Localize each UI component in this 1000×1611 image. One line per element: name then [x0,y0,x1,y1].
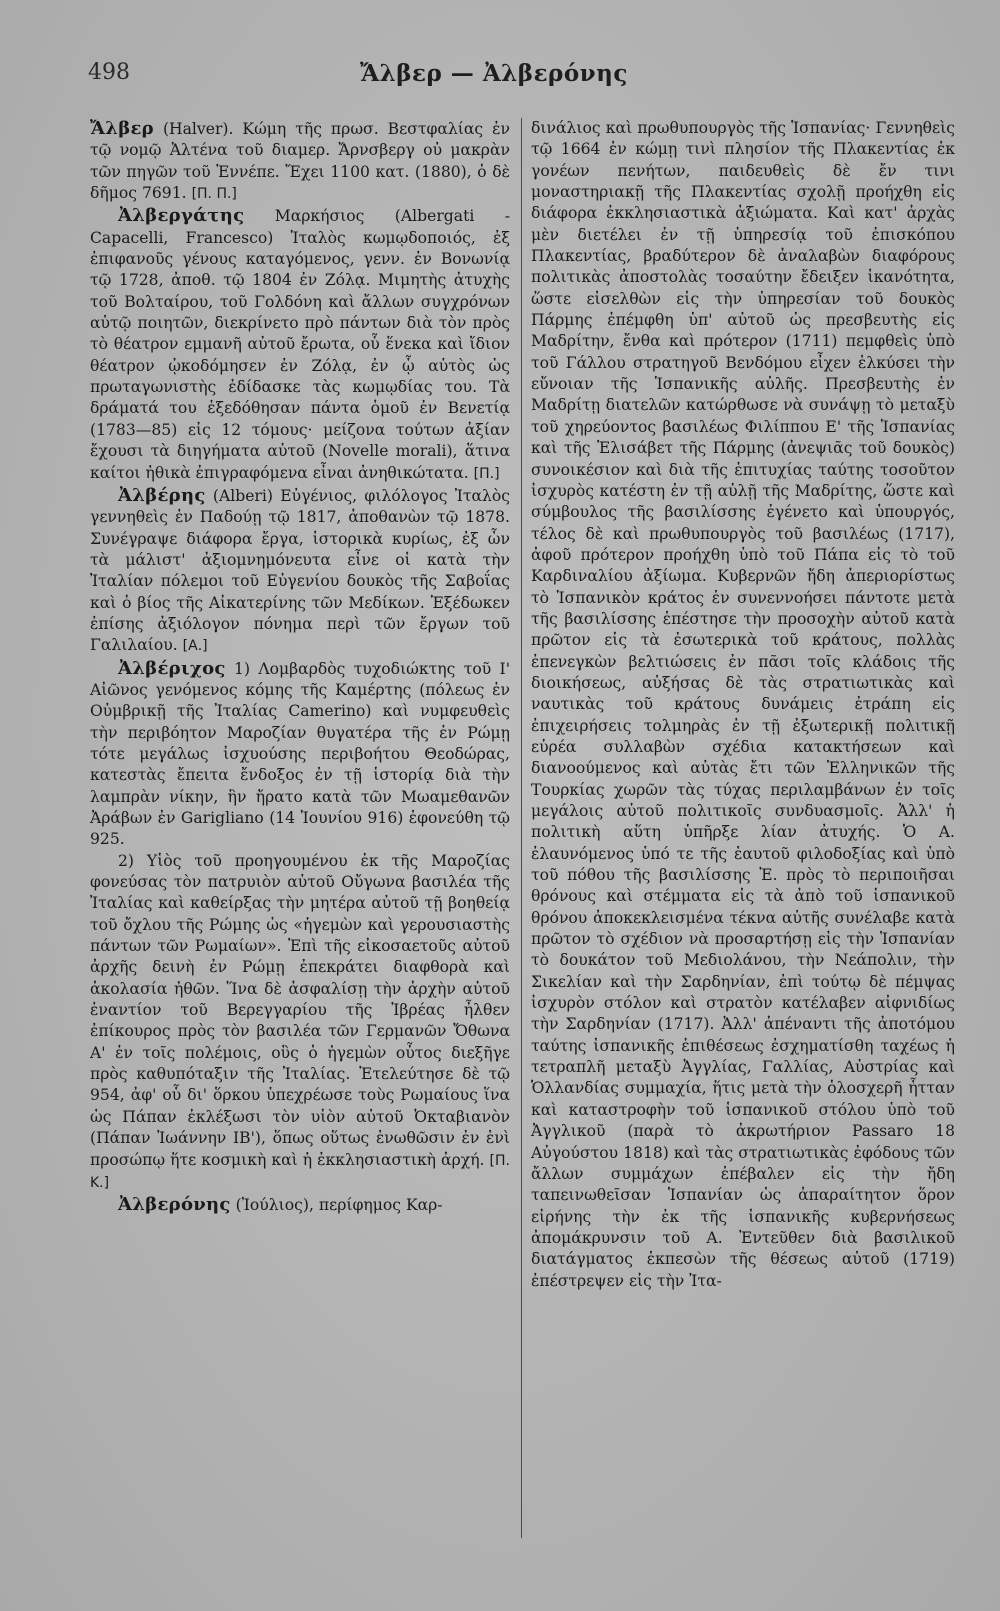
column-divider [521,118,522,1538]
entry-author: [Π. Κ.] [90,1152,510,1191]
entry-alberich-2 [90,851,510,1195]
left-column [90,118,510,1217]
entry-alberich-1 [90,658,510,851]
entry-lemma: Ἀλβέριχος [118,657,226,679]
right-column [531,118,955,1292]
entry-text: Μαρκήσιος (Albergati -Capacelli, Francesco) Ἰταλὸς κωμῳδοποιός, ἐξ ἐπιφανοῦς γένους καταγόμενος, γενν. ἐν Βονωνίᾳ τῷ 1728, ἀποθ. τῷ 1804 ἐν Ζόλᾳ. Μιμητὴς ἀτυχὴς τοῦ Βολταίρου, τοῦ Γολδόνη καὶ ἄλλων συγχρόνων αὐτῷ ποιητῶν, διεκρίνετο πρὸ πάντων διὰ τὸν πρὸς τὸ θέατρον εμμανῆ αὐτοῦ ἔρωτα, οὗ ἕνεκα καὶ ἴδιον θέατρον ᾠκοδόμησεν ἐν Ζόλᾳ, ἐν ᾧ αὐτὸς ὡς πρωταγωνιστὴς ἐδίδασκε τὰς κωμῳδίας του. Τὰ δράματά του ἐξεδόθησαν πάντα ὁμοῦ ἐν Βενετίᾳ (1783—85) εἰς 12 τόμους· μείζονα τούτων ἀξίαν ἔχουσι τὰ διηγήματα αὐτοῦ (Novelle morali), ἅτινα καίτοι ἠθικὰ ἐπιγραφόμενα εἶναι ἀνηθικώτατα. [90,207,510,482]
entry-lemma: Ἀλβέρης [118,484,206,506]
entry-text: (Halver). Κώμη τῆς πρωσ. Βεστφαλίας ἐν τῷ νομῷ Ἀλτένα τοῦ διαμερ. Ἄρνσβεργ οὐ μακρὰν τῶν πηγῶν τοῦ Ἐννέπε. Ἔχει 1100 κατ. (1880), ὁ δὲ δῆμος 7691. [90,120,510,203]
running-head: Ἄλβερ — Ἀλβερόνης [360,60,628,87]
entry-text: (Ἰούλιος), περίφημος Καρ- [235,1196,443,1215]
entry-text: 2) Υἱὸς τοῦ προηγουμένου ἐκ τῆς Μαροζίας φονεύσας τὸν πατρυιὸν αὐτοῦ Οὔγωνα βασιλέα τῆς Ἰταλίας καὶ καθείρξας τὴν μητέρα αὐτοῦ τῇ βοηθείᾳ τοῦ ὄχλου τῆς Ρώμης ὡς «ἡγεμὼν καὶ γερουσιαστὴς πάντων τῶν Ρωμαίων». Ἐπὶ τῆς εἰκοσαετοῦς αὐτοῦ ἀρχῆς δεινὴ ἐν Ρώμῃ ἐπεκράτει διαφθορὰ καὶ ἀκολασία ἠθῶν. Ἵνα δὲ ἀσφαλίσῃ τὴν ἀρχὴν αὐτοῦ ἐναντίον τοῦ Βερεγγαρίου τῆς Ἰβρέας ἦλθεν ἐπίκουρος πρὸς τὸν βασιλέα τῶν Γερμανῶν Ὄθωνα Α' ἐν τοῖς πολέμοις, οὓς ὁ ἡγεμὼν οὗτος διεξῆγε πρὸς καθυπόταξιν τῆς Ἰταλίας. Ἐτελεύτησε δὲ τῷ 954, ἀφ' οὗ δι' ὅρκου ὑπεχρέωσε τοὺς Ρωμαίους ἵνα ὡς Πάπαν ἐκλέξωσι τὸν υἱὸν αὐτοῦ Ὀκταβιανὸν (Πάπαν Ἰωάννην ΙΒ'), ὅπως οὕτως ἑνωθῶσιν ἐν ἑνὶ προσώπῳ ἥτε κοσμικὴ καὶ ἡ ἐκκλησιαστικὴ ἀρχή. [90,851,510,1169]
entry-lemma: Ἄλβερ [90,118,154,139]
page-number: 498 [88,60,130,85]
entry-author: [Α.] [182,638,208,655]
entry-author: [Π.] [473,465,500,482]
entry-alberoni [90,1194,510,1216]
entry-halver [90,118,510,205]
entry-alberi [90,485,510,658]
entry-author: [Π. Π.] [191,186,237,203]
entry-text: 1) Λομβαρδὸς τυχοδιώκτης τοῦ Ι' Αἰῶνος γενόμενος κόμης τῆς Καμέρτης (πόλεως ἐν Οὐμβρικῇ τῆς Ἰταλίας Camerino) καὶ νυμφευθεὶς τὴν περιβόητον Μαροζίαν θυγατέρα τῆς ἐν Ρώμῃ τότε μεγάλως ἰσχυούσης περιβοήτου Θεοδώρας, κατεστὰς ἔπειτα ἔνδοξος ἐν τῇ ἱστορίᾳ διὰ τὴν λαμπρὰν νίκην, ἣν ἤρατο κατὰ τῶν Μωαμεθανῶν Ἀράβων ἐν Garigliano (14 Ἰουνίου 916) ἐφονεύθη τῷ 925. [90,659,510,849]
entry-text: (Alberi) Εὐγένιος, φιλόλογος Ἰταλὸς γεννηθεὶς ἐν Παδούῃ τῷ 1817, ἀποθανὼν τῷ 1878. Συνέγραψε διάφορα ἔργα, ἱστορικὰ κυρίως, ἐξ ὧν τὰ μάλιστ' ἀξιομνημόνευτα εἶνε οἱ κατὰ τὴν Ἰταλίαν πόλεμοι τοῦ Εὐγενίου δουκὸς τῆς Σαβοΐας καὶ ὁ βίος τῆς Αἰκατερίνης τῶν Μεδίκων. Ἐξέδωκεν ἐπίσης ἀξιόλογον πόνημα περὶ τῶν ἔργων τοῦ Γαλιλαίου. [90,486,510,655]
entry-lemma: Ἀλβερόνης [118,1194,231,1216]
entry-lemma: Ἀλβεργάτης [118,205,245,227]
entry-alberoni-continued: δινάλιος καὶ πρωθυπουργὸς τῆς Ἱσπανίας· Γεννηθεὶς τῷ 1664 ἐν κώμῃ τινὶ πλησίον τῆς Πλακεντίας ἐκ γονέων πενήτων, παιδευθεὶς δὲ ἔν τινι μοναστηριακῇ τῆς Πλακεντίας σχολῇ προήχθη εἰς διάφορα ἐκκλησιαστικὰ ἀξιώματα. Καὶ κατ' ἀρχὰς μὲν διετέλει ἐν τῇ ὑπηρεσίᾳ τοῦ ἐπισκόπου Πλακεντίας, βραδύτερον δὲ ἀναλαβὼν διαφόρους πολιτικὰς ἀποστολὰς τοσαύτην ἔδειξεν ἱκανότητα, ὥστε εἰσελθὼν εἰς τὴν ὑπηρεσίαν τοῦ δουκὸς Πάρμης ἐπέμφθη ὑπ' αὐτοῦ ὡς πρεσβευτὴς εἰς Μαδρίτην, ἔνθα καὶ πρότερον (1711) πεμφθεὶς ὑπὸ τοῦ Γάλλου στρατηγοῦ Βενδόμου εἶχεν ἑλκύσει τὴν εὔνοιαν τῆς Ἱσπανικῆς αὐλῆς. Πρεσβευτὴς ἐν Μαδρίτῃ διατελῶν κατώρθωσε νὰ συνάψῃ τὸ μεταξὺ τοῦ χηρεύοντος βασιλέως Φιλίππου Ε' τῆς Ἱσπανίας καὶ τῆς Ἐλισάβετ τῆς Πάρμης (ἀνεψιᾶς τοῦ δουκὸς) συνοικέσιον καὶ διὰ τῆς ἐπιτυχίας ταύτης τοσοῦτον ἰσχυρὸς κατέστη ἐν τῇ αὐλῇ τῆς Μαδρίτης, ὥστε καὶ σύμβουλος τῆς βασιλίσσης ἐγένετο καὶ ὑπουργός, τέλος δὲ καὶ πρωθυπουργὸς τοῦ βασιλέως (1717), ἀφοῦ πρότερον προήχθη ὑπὸ τοῦ Πάπα εἰς τὸ τοῦ Καρδιναλίου ἀξίωμα. Κυβερνῶν ἤδη ἀπεριορίστως τὸ Ἱσπανικὸν κράτος ἐν συνεννοήσει πάντοτε μετὰ τῆς βασιλίσσης ἐπέστησε τὴν προσοχὴν αὐτοῦ κατὰ πρῶτον εἰς τὰ ἐσωτερικὰ τοῦ κράτους, πολλὰς ἐπενεγκὼν βελτιώσεις ἐν πᾶσι τοῖς κλάδοις τῆς διοικήσεως, αὐξήσας δὲ τὰς στρατιωτικὰς καὶ ναυτικὰς τοῦ κράτους δυνάμεις ἐτράπη εἰς ἐπιχειρήσεις τολμηρὰς ἐν τῇ ἐξωτερικῇ πολιτικῇ εὐρέα συλλαβὼν σχέδια κατακτήσεων καὶ διανοούμενος καὶ αὐτὰς ἔτι τῶν Ἑλληνικῶν τῆς Τουρκίας χωρῶν τὰς τύχας περιλαμβάνων ἐν τοῖς μεγάλοις αὐτοῦ πολιτικοῖς συνδυασμοῖς. Ἀλλ' ἡ πολιτικὴ αὕτη ὑπῆρξε λίαν ἀτυχής. Ὁ Α. ἐλαυνόμενος ὑπό τε τῆς ἑαυτοῦ φιλοδοξίας καὶ ὑπὸ τοῦ πόθου τῆς βασιλίσσης Ἐ. πρὸς τὸ περιποιῆσαι θρόνους καὶ στέμματα εἰς τὰ ἀπὸ τοῦ ἱσπανικοῦ θρόνου ἀποκεκλεισμένα τέκνα αὐτῆς συνέλαβε κατὰ πρῶτον τὸ σχέδιον νὰ προσαρτήσῃ εἰς τὴν Ἱσπανίαν τὸ δουκάτον τοῦ Μεδιολάνου, τὴν Νεάπολιν, τὴν Σικελίαν καὶ τὴν Σαρδηνίαν, ἐπὶ τούτῳ δὲ πέμψας ἰσχυρὸν στόλον καὶ στρατὸν κατέλαβεν αἰφνιδίως τὴν Σαρδηνίαν (1717). Ἀλλ' ἀπέναντι τῆς ἀποτόμου ταύτης ἱσπανικῆς ἐπιθέσεως ἐσχηματίσθη ταχέως ἡ τετραπλῆ μεταξὺ Ἀγγλίας, Γαλλίας, Αὐστρίας καὶ Ὁλλανδίας συμμαχία, ἥτις μετὰ τὴν ὁλοσχερῆ ἧτταν καὶ καταστροφὴν τοῦ ἱσπανικοῦ στόλου ὑπὸ τοῦ Ἀγγλικοῦ (παρὰ τὸ ἀκρωτήριον Passaro 18 Αὐγούστου 1818) καὶ τὰς στρατιωτικὰς ἐφόδους τῶν ἄλλων συμμάχων ἐπέβαλεν εἰς τὴν ἤδη ταπεινωθεῖσαν Ἱσπανίαν ὡς ἀπαραίτητον ὅρον εἰρήνης τὴν ἐκ τῆς ἱσπανικῆς κυβερνήσεως ἀπομάκρυνσιν τοῦ Α. Ἐντεῦθεν διὰ βασιλικοῦ διατάγματος ἐκπεσὼν τῆς θέσεως αὐτοῦ (1719) ἐπέστρεψεν εἰς τὴν Ἰτα- [531,119,955,1290]
entry-albergati [90,205,510,484]
